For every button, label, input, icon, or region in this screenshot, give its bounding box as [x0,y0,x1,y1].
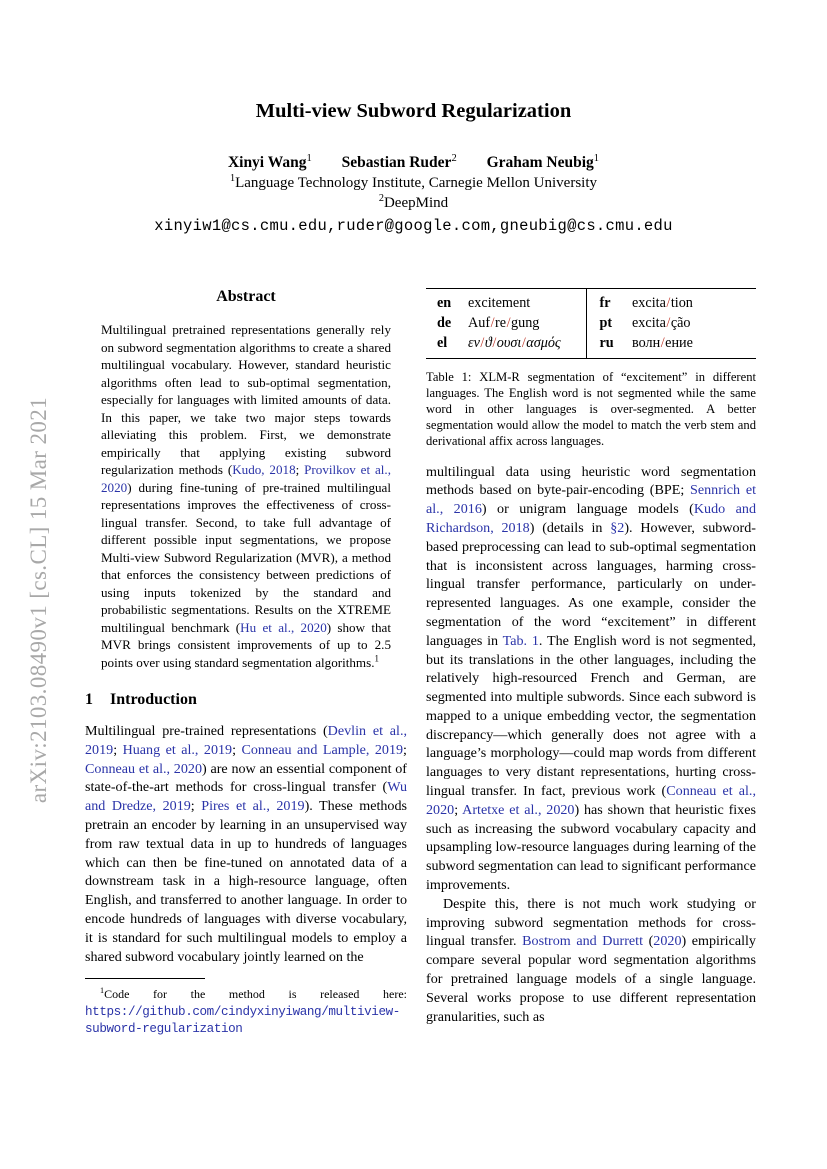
text-segment: ). These methods pretrain an encoder by learning in an unsupervised way from raw textual data in up to hundreds of languages which can then be fine-tuned on annotated data of a downstream task in a high-resource language, often English, and transferred to another language. In order to encode hundreds of languages with diverse vocabulary, it is standard for such multilingual models to employ a shared subword vocabulary jointly learned on the [85,798,407,965]
text-segment: ( [642,933,654,950]
segmented-word [468,289,586,314]
citation-link[interactable]: 2020 [653,933,682,950]
text-segment: ; [454,801,463,818]
text-segment: ) has shown that heuristic fixes such as increasing the subword vocabulary capacity and upsampling low-resource languages during learning of the subword segmentation can lead to significant performance improvements. [426,801,756,894]
citation-link[interactable]: Conneau et al., 2020 [85,760,202,777]
text-segment: Code for the method is released here: [104,987,407,1002]
text-segment: ; [295,462,305,477]
text-segment: Multilingual pretrained representations generally rely on subword segmentation algorithms to create a shared multilingual vocabulary. However, standard heuristic algorithms often lead to sub-optimal segmentation, especially for languages with limited amounts of data. In this paper, we take two major steps towards alleviating this problem. First, we demonstrate empirically that applying existing subword regularization methods ( [101,322,391,477]
segmented-word [468,314,586,334]
text-segment: multilingual data using heuristic word segmentation methods based on byte-pair-encoding (BPE; [426,463,756,499]
citation-link[interactable]: Bostrom and Durrett [522,933,643,950]
citation-link[interactable]: Wu and Dredze, 2019 [85,779,407,815]
text-segment: ) or unigram language models ( [481,501,694,518]
text-segment: ασμός [526,335,561,351]
section-title: Introduction [110,691,197,708]
abstract-text [85,321,407,671]
text-segment: ; [232,741,242,758]
text-segment: tion [670,295,693,311]
section-number: 1 [85,691,93,708]
citation-link[interactable]: §2 [610,519,625,536]
segmented-word [632,289,756,314]
paper-header [0,100,827,235]
text-segment: ) empirically compare several popular word segmentation algorithms for pretrained language models of a single language. Several works propose to use different representation granularities, such as [426,933,756,1025]
text-segment: excita [632,295,666,311]
text-segment: ) show that MVR brings consistent improvements of up to 2.5 points over using standard segmentation algorithms. [101,619,392,670]
text-segment: εν [468,335,480,351]
text-segment: / [666,315,671,331]
text-segment: gung [511,315,540,331]
citation-link[interactable]: Provilkov et al., 2020 [101,462,391,495]
paper-title: Multi-view Subword Regularization [255,100,572,122]
text-segment: ουσι [496,335,522,351]
body-paragraph [426,895,756,1027]
footnote-text [85,986,407,1037]
text-segment: ; [403,741,407,758]
text-segment: 1 [374,653,379,664]
author-name: Sebastian Ruder$^2$ [341,152,457,171]
code-url-link[interactable]: https://github.com/cindyxinyiwang/ [85,1004,329,1019]
text-segment: ) are now an essential component of state-of-the-art methods for cross-lingual transfer ( [85,760,407,796]
author-emails: xinyiw1@cs.cmu.edu,ruder@google.com,gneubig@cs.cmu.edu [154,217,673,235]
text-segment: ção [670,315,691,331]
author-affiliation-mark: 1 [306,152,312,164]
author-name: Xinyi Wang$^1$ [227,152,312,171]
text-segment: ение [665,335,693,351]
text-segment: 1 [100,986,105,996]
citation-link[interactable]: Conneau and Lample, 2019 [241,741,404,758]
text-segment: excitement [468,295,531,311]
table-1 [426,288,756,359]
text-segment: re [495,315,507,331]
table-row [426,314,756,334]
text-segment: ϑ [484,335,492,351]
citation-link[interactable]: Hu et al., 2020 [240,619,327,635]
text-segment: Multilingual pre-trained representations ( [85,723,328,739]
language-code: pt [586,314,632,334]
language-code: ru [586,334,632,359]
author-line [0,154,827,172]
citation-link[interactable]: Sennrich et al., 2016 [426,482,756,518]
author-affiliation-mark: 1 [593,152,600,164]
text-segment: ) (details in [529,519,611,536]
arxiv-watermark: arXiv:2103.08490v1 [cs.CL] 15 Mar 2021 [26,396,51,804]
author-name: Graham Neubig$^1$ [486,152,600,171]
footnote-rule [85,978,205,979]
section-heading-introduction [85,691,407,709]
language-code: de [437,315,452,331]
segmented-word [632,334,756,359]
citation-link[interactable]: Conneau et al., 2020 [426,783,756,818]
text-segment: ; [113,741,123,758]
text-segment: excita [632,315,666,331]
author-affiliation-mark: 2 [451,152,457,164]
text-segment: ). However, subword-based preprocessing can lead to sub-optimal segmentation that is inconsistent across languages, harming cross-lingual transfer performance, particularly on under-represented languages. As one example, consider the segmentation of the word “excitement” in different languages in [426,519,756,649]
citation-link[interactable]: Pires et al., 2019 [201,798,305,815]
text-segment: ) during fine-tuning of pre-trained multilingual representations improves the effectiveness of cross-lingual transfer. Second, to take full advantage of different possible input segmentations, we propose Multi-view Subword Regularization (MVR), a method that enforces the consistency between predictions of using inputs tokenized by the standard and probabilistic segmentations. Results on the XTREME multilingual benchmark ( [101,479,391,635]
text-segment: / [490,315,495,331]
affiliation: $^1$Language Technology Institute, Carnegie Mellon University [229,173,597,191]
language-code: en [437,295,452,311]
code-url-link[interactable]: multiview-subword-regularization [85,1004,400,1036]
text-segment: / [480,335,485,351]
footnote [85,978,407,1037]
citation-link[interactable]: Huang et al., 2019 [122,741,233,758]
affiliation: $^2$DeepMind [378,193,449,211]
table-row [426,334,756,359]
body-paragraph [426,463,756,895]
citation-link[interactable]: Kudo and Richardson, 2018 [426,501,756,536]
citation-link[interactable]: Artetxe et al., 2020 [462,801,575,818]
language-code: el [437,335,448,351]
abstract-heading: Abstract [216,288,276,305]
text-segment: ; [190,798,202,815]
text-segment: / [506,315,511,331]
segmented-word [468,334,586,359]
intro-paragraph [85,722,407,966]
text-segment: Auf [468,315,491,331]
table-row [426,289,756,314]
text-segment: / [521,335,526,351]
right-column [426,288,756,1026]
text-segment: Despite this, there is not much work studying or improving subword segmentation methods for cross-lingual transfer. [426,895,756,950]
text-segment: . The English word is not segmented, but its translations in the other languages, including the relatively high-resourced French and German, are segmented into multiple subwords. Since each subword is mapped to a unique embedding vector, the segmentation discrepancy—which generally does not agree with a language’s morphology—could map words from different languages to very distant representations, hurting cross-lingual transfer. In fact, previous work ( [426,632,756,800]
text-segment: / [660,335,665,351]
segmented-word [632,314,756,334]
citation-link[interactable]: Kudo, 2018 [232,462,296,477]
text-segment: / [666,295,671,311]
text-segment: волн [632,335,661,351]
text-segment: / [492,335,497,351]
citation-link[interactable]: Devlin et al., 2019 [85,723,407,758]
citation-link[interactable]: Tab. 1 [502,632,539,649]
language-code: fr [586,289,632,314]
table-1-caption: Table 1: XLM-R segmentation of “excitement” in different languages. The English word is not segmented while the same word in other languages is over-segmented. A better segmentation would allow the model to match the verb stem and derivational affix across languages. [426,370,756,448]
left-column [85,288,407,1037]
